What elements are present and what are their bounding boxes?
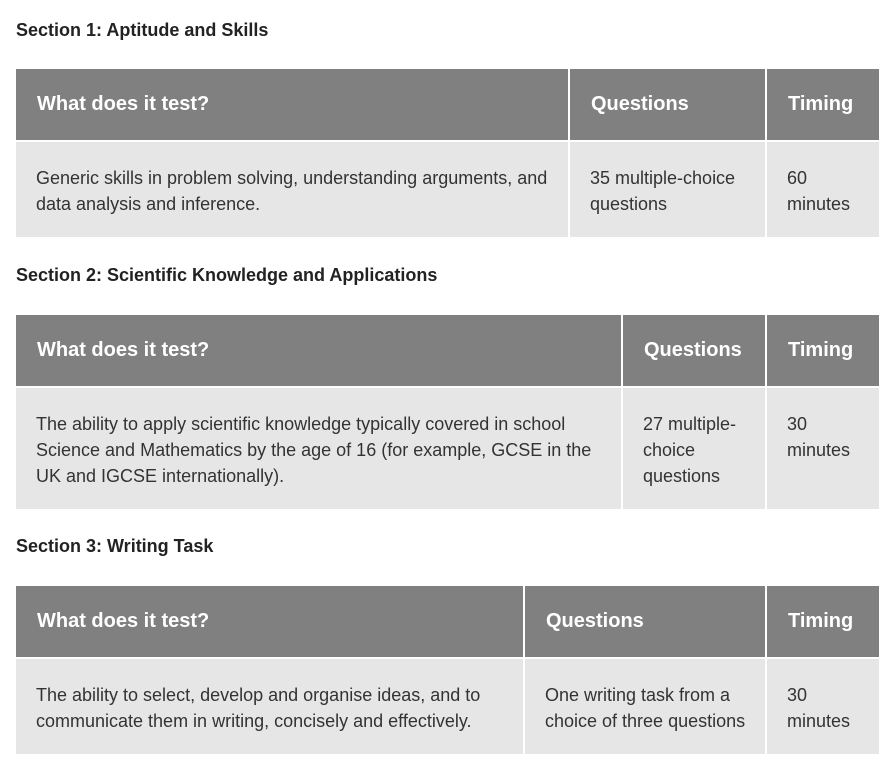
cell-timing: 30 minutes (766, 658, 879, 754)
cell-questions: 35 multiple-choice questions (569, 141, 766, 237)
header-what-does-it-test: What does it test? (16, 586, 524, 658)
cell-questions: One writing task from a choice of three questions (524, 658, 766, 754)
section-3-table (16, 586, 879, 754)
section-2-table (16, 315, 879, 509)
cell-questions: 27 multiple-choice questions (622, 387, 766, 509)
header-timing: Timing (766, 315, 879, 387)
table-row (16, 141, 879, 237)
table-header-row (16, 315, 879, 387)
section-3-title: Section 3: Writing Task (16, 536, 214, 556)
cell-timing: 60 minutes (766, 141, 879, 237)
header-what-does-it-test: What does it test? (16, 315, 622, 387)
cell-test-description: The ability to apply scientific knowledge typically covered in school Science and Mathematics by the age of 16 (for example, GCSE in the UK and IGCSE internationally). (16, 387, 622, 509)
cell-test-description: The ability to select, develop and organise ideas, and to communicate them in writing, concisely and effectively. (16, 658, 524, 754)
header-questions: Questions (622, 315, 766, 387)
header-what-does-it-test: What does it test? (16, 69, 569, 141)
header-timing: Timing (766, 586, 879, 658)
section-1-title: Section 1: Aptitude and Skills (16, 20, 269, 40)
cell-test-description: Generic skills in problem solving, understanding arguments, and data analysis and inference. (16, 141, 569, 237)
header-questions: Questions (569, 69, 766, 141)
section-2-title: Section 2: Scientific Knowledge and Applications (16, 265, 438, 285)
table-row (16, 387, 879, 509)
table-header-row (16, 69, 879, 141)
table-row (16, 658, 879, 754)
header-timing: Timing (766, 69, 879, 141)
cell-timing: 30 minutes (766, 387, 879, 509)
section-1-table (16, 69, 879, 237)
table-header-row (16, 586, 879, 658)
header-questions: Questions (524, 586, 766, 658)
